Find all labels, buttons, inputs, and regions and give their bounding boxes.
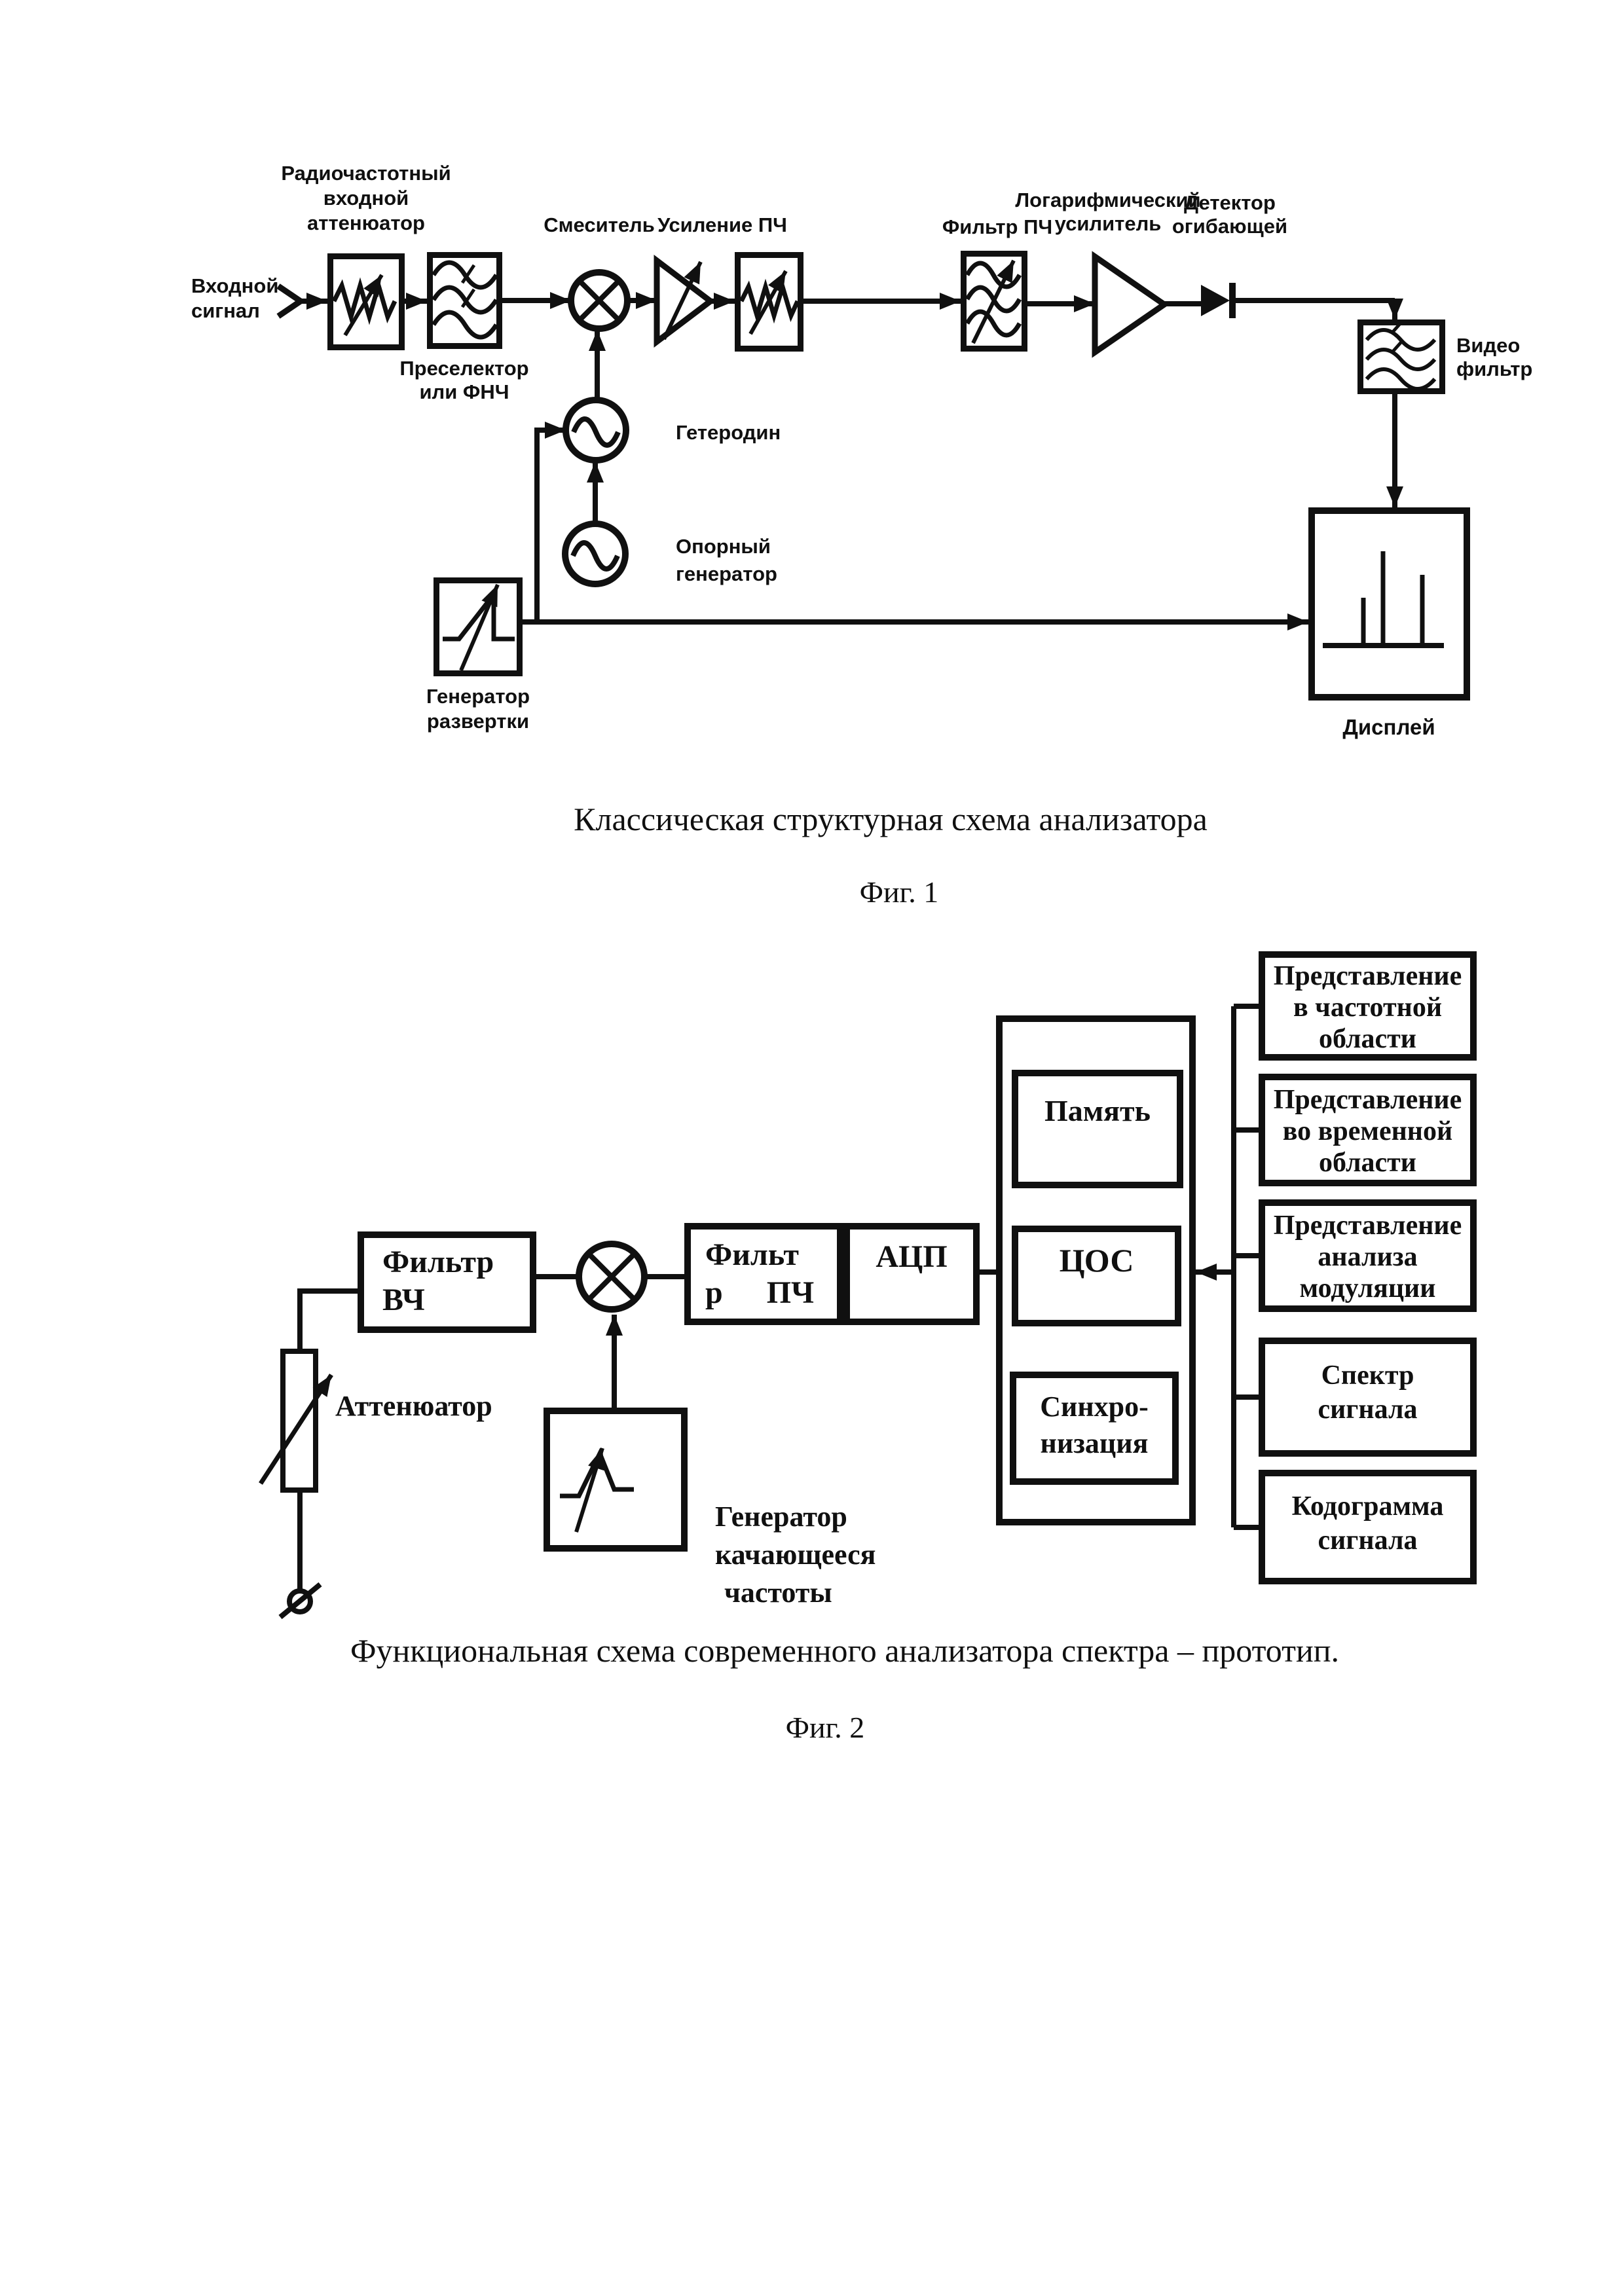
label-line: Фильтр (382, 1245, 494, 1279)
display-box (1308, 507, 1470, 701)
label-heterodyne (676, 420, 781, 445)
label-line: генератор (676, 562, 777, 585)
label-line: Представление (1273, 961, 1462, 991)
label-line: Синхро- (1040, 1391, 1149, 1423)
output-time-text (1265, 1084, 1470, 1178)
label-line: или ФНЧ (419, 380, 509, 403)
wire-sweep-to-heterodyne (537, 430, 566, 622)
swept-generator-box (544, 1408, 688, 1552)
hf-filter-box (358, 1231, 536, 1333)
label-line: Детектор (1184, 191, 1276, 214)
label-line: во временной (1282, 1116, 1453, 1146)
label-line: входной (323, 187, 409, 210)
rf-attenuator-box (327, 253, 405, 350)
label-line: анализа (1318, 1242, 1418, 1272)
output-codogram-box (1259, 1470, 1477, 1584)
dsp-text: ЦОС (1059, 1242, 1134, 1279)
label-line: Фильт (705, 1237, 799, 1272)
label-line: Генератор (426, 685, 530, 708)
label-line: ВЧ (382, 1283, 425, 1317)
label-line: низация (1040, 1427, 1149, 1459)
label-line: р ПЧ (705, 1275, 815, 1310)
label-line: Смеситель (544, 213, 655, 236)
output-codogram-text (1265, 1489, 1470, 1558)
label-line: качающееся (715, 1539, 876, 1571)
label-display (1291, 715, 1487, 740)
label-swept-generator (715, 1498, 876, 1612)
label-line: усилитель (1054, 212, 1162, 235)
fig2-label: Фиг. 2 (785, 1711, 865, 1744)
label-line: частоты (724, 1576, 832, 1609)
memory-text: Память (1044, 1094, 1151, 1127)
label-line: Представление (1273, 1211, 1462, 1241)
video-filter-box (1357, 319, 1445, 394)
label-line: Радиочастотный (281, 162, 451, 185)
label-line: Представление (1273, 1085, 1462, 1115)
label-line: Видео (1456, 334, 1521, 357)
label-line: Опорный (676, 535, 771, 558)
label-reference-oscillator (676, 533, 777, 588)
output-spectrum-text (1265, 1358, 1470, 1427)
output-frequency-text (1265, 960, 1470, 1055)
dsp-box (1012, 1226, 1181, 1326)
output-spectrum-box (1259, 1338, 1477, 1457)
sweep-generator-box (434, 577, 523, 676)
label-line: Преселектор (399, 357, 529, 380)
preselector-box (427, 252, 502, 349)
attenuator2-box (280, 1349, 318, 1493)
sync-text (1016, 1389, 1172, 1462)
output-frequency-box (1259, 951, 1477, 1061)
label-if-gain (624, 213, 821, 238)
label-line: Усиление ПЧ (657, 213, 787, 236)
output-modulation-text (1265, 1210, 1470, 1304)
label-line: сигнала (1318, 1525, 1418, 1556)
diode-icon (1201, 285, 1230, 316)
label-line: Логарифмический (1015, 189, 1201, 211)
if-filter-box (961, 251, 1027, 352)
if-filter2-text (705, 1236, 814, 1312)
label-line: Фильтр ПЧ (942, 215, 1053, 238)
label-line: модуляции (1299, 1273, 1436, 1303)
heterodyne-sine-icon (574, 419, 618, 445)
output-time-box (1259, 1074, 1477, 1186)
label-line: Кодограмма (1291, 1491, 1444, 1522)
reference-sine-icon (573, 543, 618, 569)
label-line: сигнала (1318, 1394, 1418, 1425)
sync-box (1010, 1372, 1179, 1485)
label-input-signal (191, 274, 278, 323)
label-envelope-detector (1132, 191, 1328, 238)
label-line: развертки (426, 710, 530, 733)
hf-filter-text (382, 1243, 494, 1319)
label-video-filter (1456, 334, 1532, 381)
label-line: в частотной (1293, 993, 1443, 1023)
label-line: Гетеродин (676, 421, 781, 444)
fig1-caption: Классическая структурная схема анализатора (574, 801, 1208, 837)
label-line: Дисплей (1342, 715, 1435, 739)
label-line: области (1319, 1024, 1416, 1054)
label-line: области (1319, 1148, 1416, 1178)
memory-box (1012, 1070, 1183, 1188)
if-attenuator-box (735, 252, 803, 352)
label-line: Входной (191, 274, 279, 297)
wire-hffilter-to-attenuator (300, 1291, 358, 1349)
log-amp-triangle-icon (1095, 257, 1164, 352)
mixer-x-icon (580, 281, 619, 320)
label-line: сигнал (191, 299, 260, 322)
label-line: фильтр (1456, 357, 1533, 380)
output-bus-stubs (1234, 1006, 1259, 1527)
fig1-label: Фиг. 1 (859, 875, 939, 909)
output-modulation-box (1259, 1199, 1477, 1312)
label-sweep-generator (380, 684, 576, 734)
label-line: аттенюатор (307, 211, 425, 234)
label-line: Спектр (1321, 1360, 1414, 1391)
adc-box (843, 1223, 980, 1325)
if-filter2-box (684, 1223, 843, 1325)
label-line: Генератор (715, 1501, 847, 1533)
label-line: огибающей (1172, 215, 1288, 238)
label-attenuator2: Аттенюатор (335, 1390, 492, 1422)
fig2-caption: Функциональная схема современного анализатора спектра – прототип. (350, 1632, 1339, 1669)
label-preselector (366, 357, 563, 404)
mixer2-x-icon (589, 1254, 635, 1300)
adc-text: АЦП (876, 1239, 948, 1274)
label-rf-attenuator (281, 161, 451, 236)
input-chevron-icon (278, 286, 301, 316)
